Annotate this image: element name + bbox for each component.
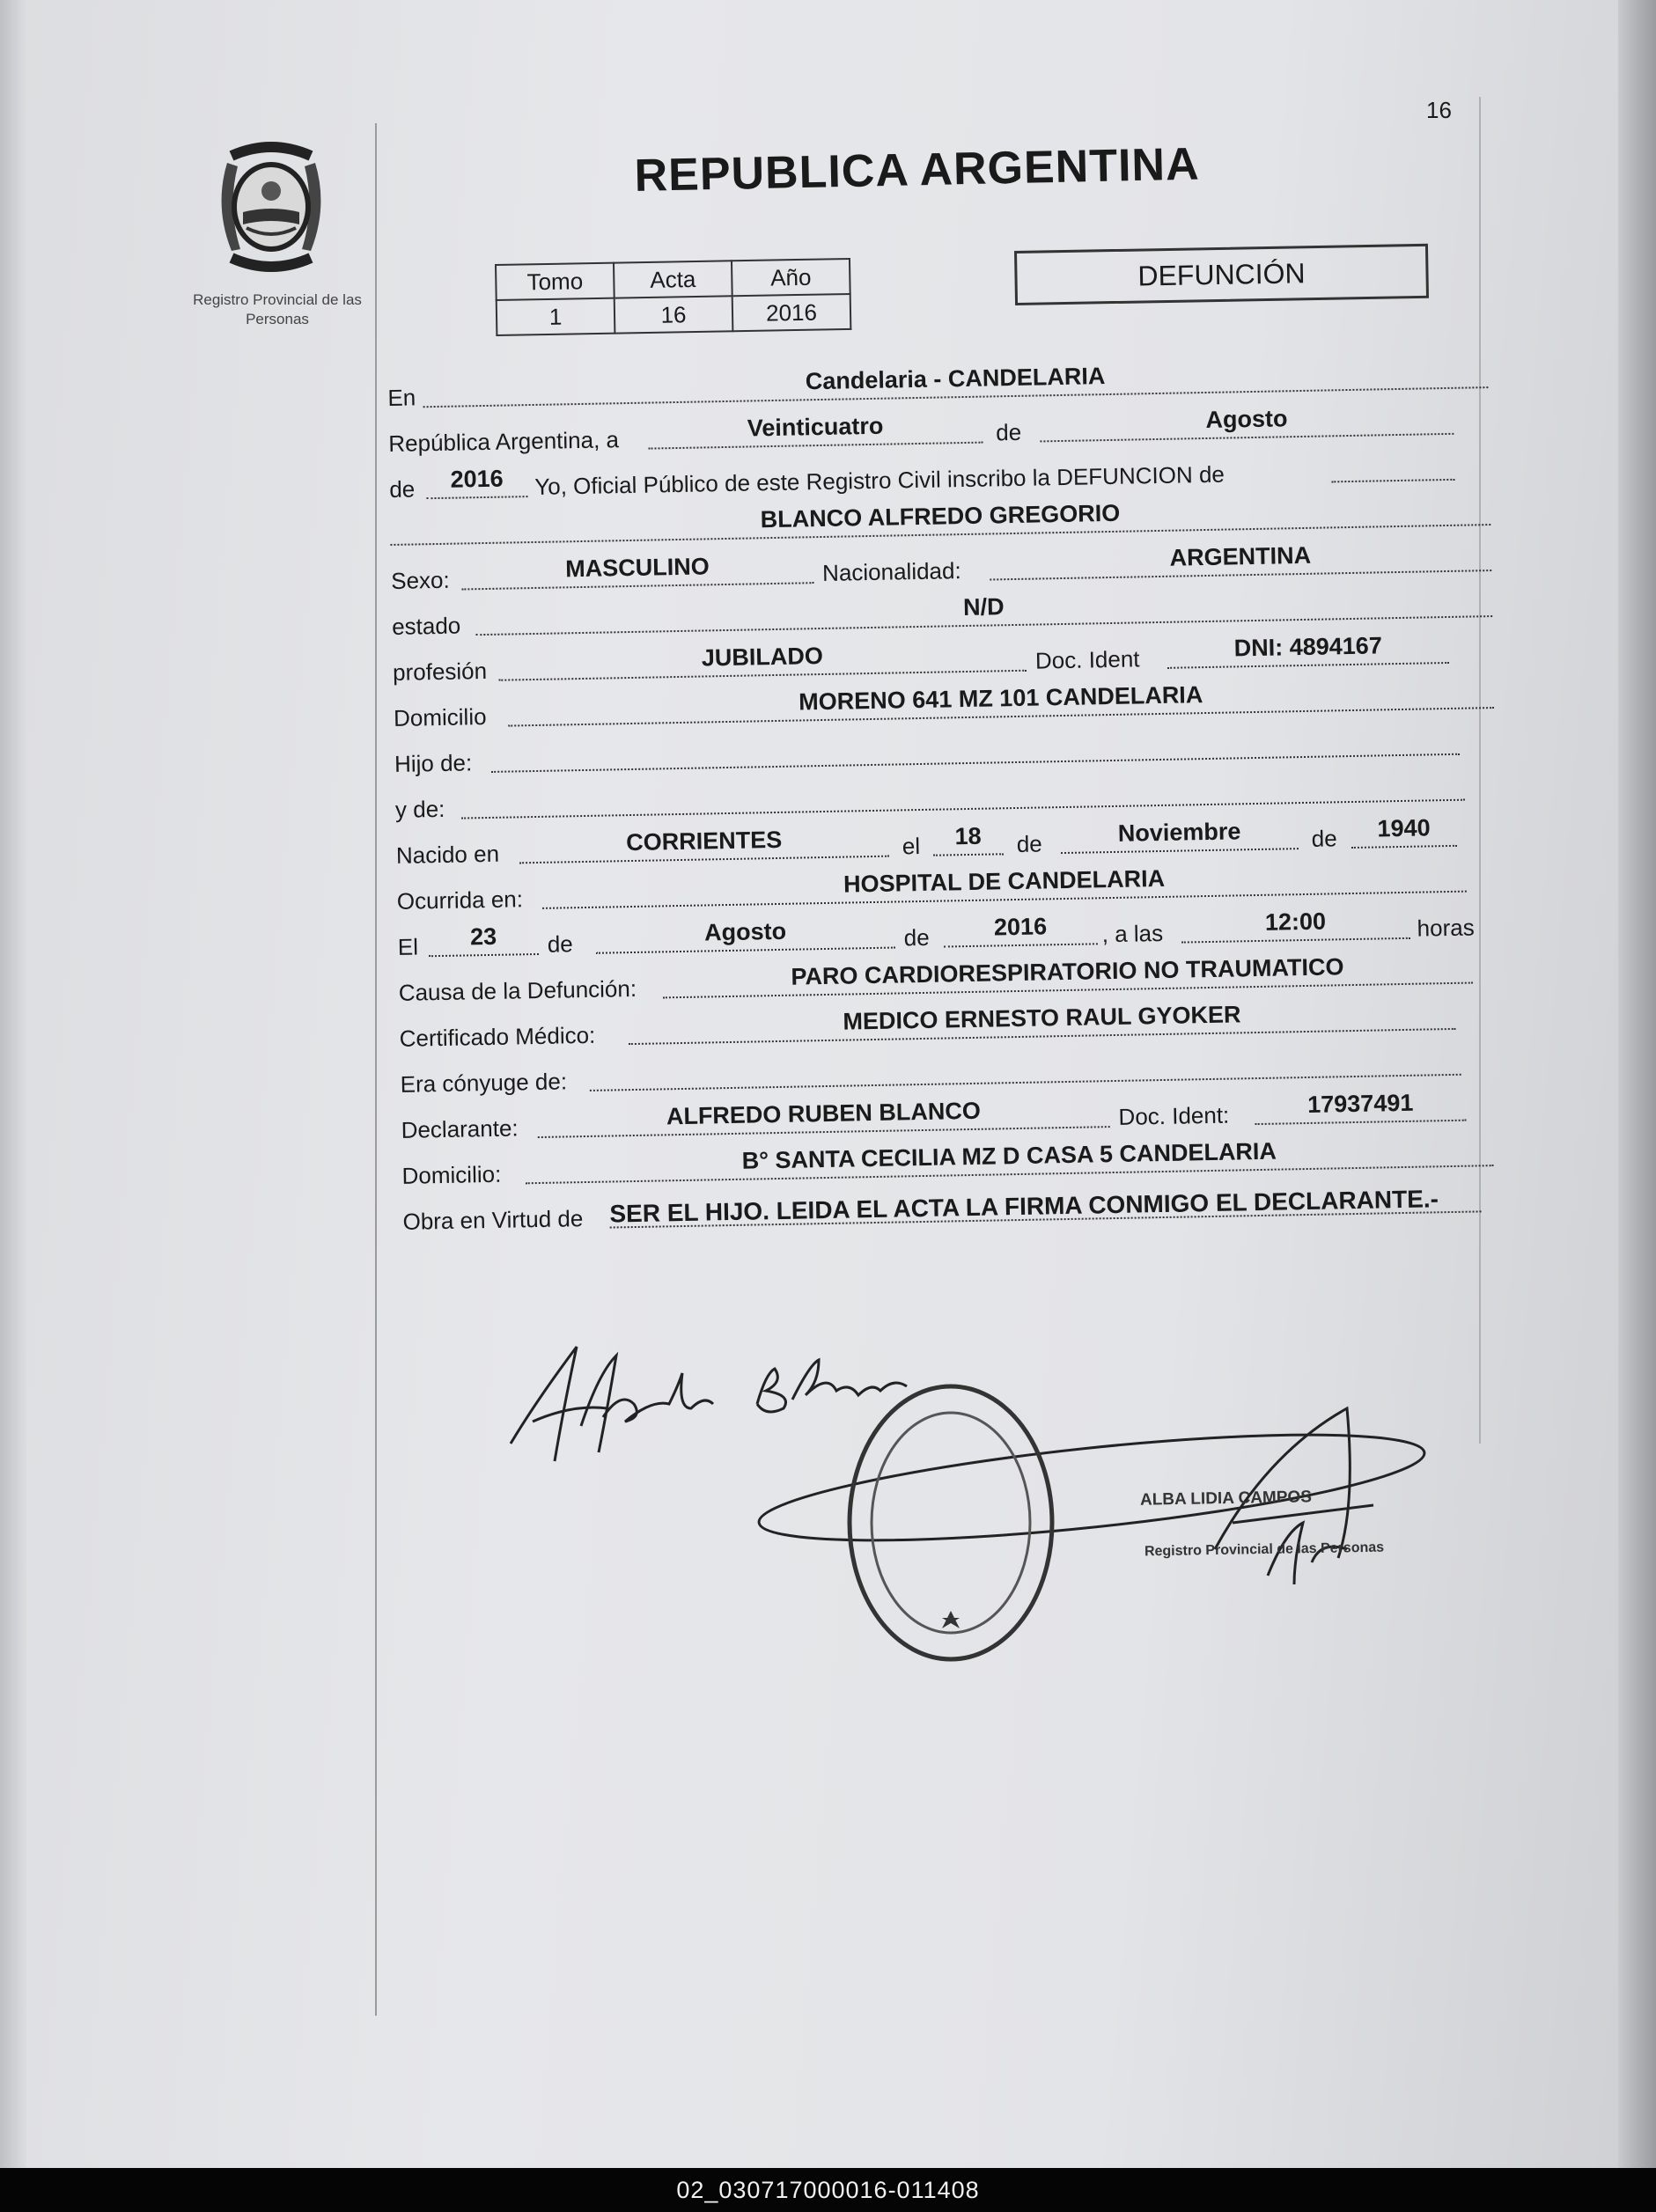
row-y-de: y de: [395, 770, 1497, 826]
value-birth-year: 1940 [1377, 814, 1431, 842]
ref-value-acta: 16 [615, 296, 733, 333]
value-domicile: MORENO 641 MZ 101 CANDELARIA [798, 681, 1203, 716]
ref-value-ano: 2016 [732, 294, 851, 331]
ref-value-tomo: 1 [497, 298, 615, 335]
document-title: REPUBLICA ARGENTINA [634, 138, 1201, 202]
value-certificate: MEDICO ERNESTO RAUL GYOKER [843, 1001, 1241, 1035]
organization-name: Registro Provincial de las Personas [193, 291, 362, 327]
label-republica: República Argentina, a [388, 426, 620, 457]
value-obra: SER EL HIJO. LEIDA EL ACTA LA FIRMA CONMIGO EL DECLARANTE.- [609, 1185, 1439, 1228]
scan-reference-footer: 02_030717000016-011408 [0, 2168, 1656, 2212]
inscribo-text: Yo, Oficial Público de este Registro Civil inscribo la DEFUNCION de [534, 460, 1225, 500]
ref-header-acta: Acta [614, 261, 732, 298]
value-month: Agosto [1205, 405, 1288, 433]
value-death-month: Agosto [703, 917, 787, 946]
row-birth: Nacido en CORRIENTES el 18 de Noviembre de 1940 [396, 816, 1498, 871]
row-hijo: Hijo de: [394, 724, 1496, 780]
ref-header-ano: Año [732, 259, 850, 296]
official-role: Registro Provincial de las Personas [1144, 1540, 1385, 1560]
value-declarant-domicile: B° SANTA CECILIA MZ D CASA 5 CANDELARIA [741, 1137, 1277, 1174]
row-cause: Causa de la Defunción: PARO CARDIORESPIRATORIO NO TRAUMATICO [398, 953, 1499, 1009]
ref-header-tomo: Tomo [496, 263, 615, 300]
registry-stamp-icon [836, 1373, 1065, 1672]
value-estado: N/D [962, 593, 1005, 621]
value-birthplace: CORRIENTES [625, 826, 783, 856]
row-death-date: El 23 de Agosto de 2016 , a las 12:00 horas [397, 908, 1475, 960]
left-margin-rule [375, 123, 377, 2016]
row-date-words: República Argentina, a Veinticuatro de Agosto [388, 404, 1490, 459]
value-place: Candelaria - CANDELARIA [805, 363, 1106, 395]
value-cause: PARO CARDIORESPIRATORIO NO TRAUMATICO [791, 953, 1344, 990]
value-death-day: 23 [469, 922, 497, 951]
reference-table [495, 258, 851, 336]
page-edge [1618, 0, 1656, 2168]
coat-of-arms-icon [201, 136, 342, 277]
row-year: de 2016 Yo, Oficial Público de este Registro Civil inscribo la DEFUNCION de [389, 450, 1490, 505]
book-spine-shadow [0, 0, 26, 2168]
value-sex: MASCULINO [564, 553, 710, 583]
value-occurred: HOSPITAL DE CANDELARIA [843, 864, 1166, 898]
value-birth-month: Noviembre [1117, 818, 1241, 847]
value-year: 2016 [450, 465, 504, 493]
value-doc: DNI: 4894167 [1233, 632, 1383, 662]
official-name: ALBA LIDIA CAMPOS [1139, 1488, 1313, 1510]
row-declarant-domicile: Domicilio: B° SANTA CECILIA MZ D CASA 5 CANDELARIA [401, 1136, 1503, 1192]
value-declarant: ALFREDO RUBEN BLANCO [666, 1097, 982, 1130]
document-type-box: DEFUNCIÓN [1014, 244, 1429, 305]
label-en: En [387, 384, 416, 411]
row-declarant: Declarante: ALFREDO RUBEN BLANCO Doc. Ident: 17937491 [401, 1091, 1502, 1146]
value-death-time: 12:00 [1264, 908, 1327, 936]
row-domicile: Domicilio MORENO 641 MZ 101 CANDELARIA [394, 679, 1495, 734]
row-obra: Obra en Virtud de SER EL HIJO. LEIDA EL ACTA LA FIRMA CONMIGO EL DECLARANTE.- [402, 1182, 1504, 1238]
value-profession: JUBILADO [701, 642, 824, 672]
row-sex: Sexo: MASCULINO Nacionalidad: ARGENTINA [391, 541, 1492, 597]
row-certificate: Certificado Médico: MEDICO ERNESTO RAUL GYOKER [399, 999, 1500, 1055]
value-declarant-doc: 17937491 [1306, 1089, 1414, 1118]
row-spouse: Era cónyuge de: [400, 1045, 1501, 1100]
death-record-form [387, 358, 1488, 1235]
value-birth-day: 18 [954, 822, 982, 850]
value-day-words: Veinticuatro [747, 412, 884, 442]
row-occurred: Ocurrida en: HOSPITAL DE CANDELARIA [396, 862, 1498, 917]
value-nationality: ARGENTINA [1169, 541, 1312, 571]
page-number: 16 [1426, 97, 1452, 123]
value-death-year: 2016 [993, 913, 1048, 941]
value-deceased-name: BLANCO ALFREDO GREGORIO [760, 499, 1121, 533]
row-profession: profesión JUBILADO Doc. Ident DNI: 4894167 [393, 633, 1494, 688]
row-estado: estado N/D [392, 587, 1493, 643]
